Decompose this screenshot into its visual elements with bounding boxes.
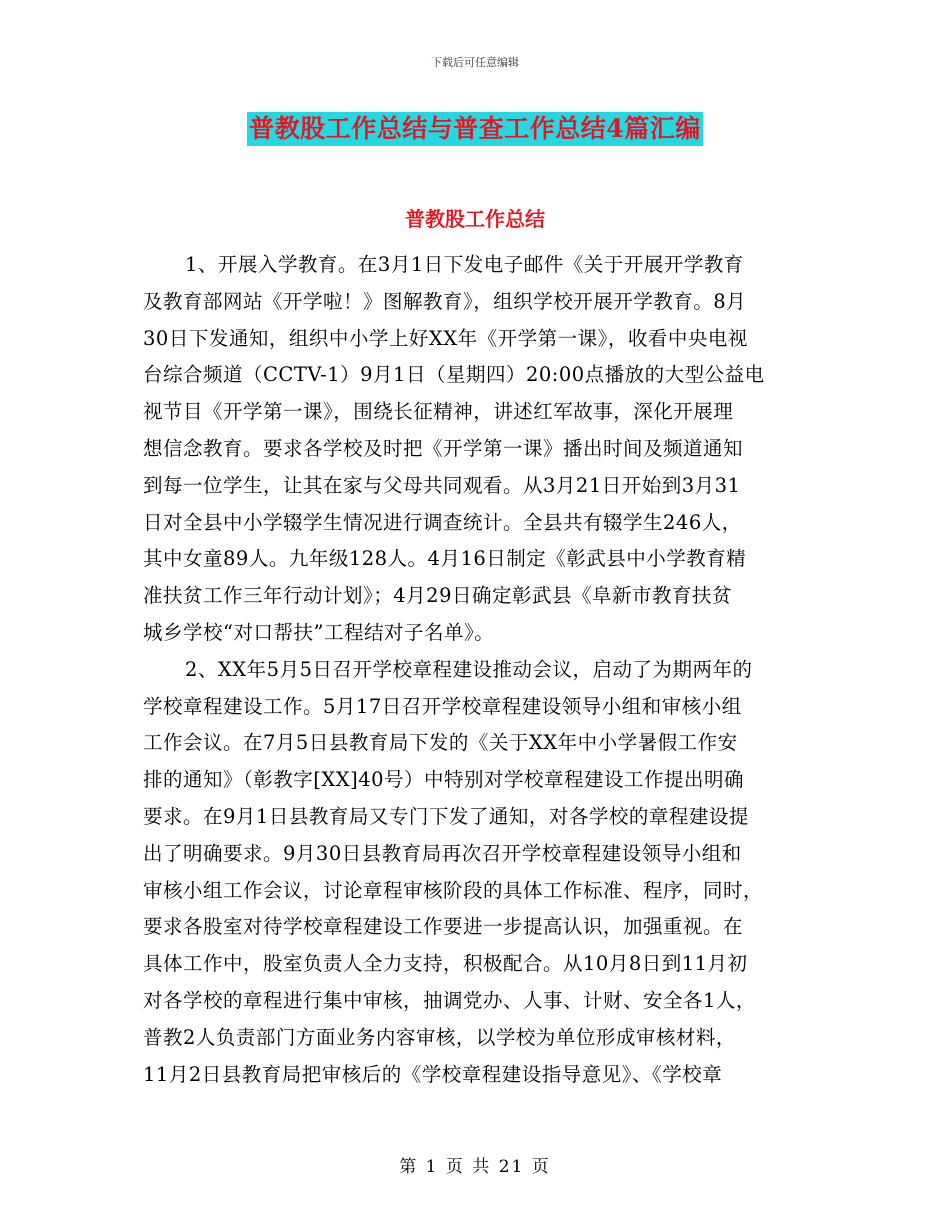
paragraph-line: 城乡学校“对口帮扶”工程结对子名单》。 (143, 620, 495, 644)
paragraph-line: 对各学校的章程进行集中审核，抽调党办、人事、计财、安全各1人， (143, 988, 756, 1012)
paragraph-line: 具体工作中，股室负责人全力支持，积极配合。从10月8日到11月初 (143, 952, 748, 976)
paragraph-line: 要求。在9月1日县教育局又专门下发了通知，对各学校的章程建设提 (143, 804, 749, 828)
document-title: 普教股工作总结与普查工作总结4篇汇编 (247, 112, 702, 146)
paragraph-line: 审核小组工作会议，讨论章程审核阶段的具体工作标准、程序，同时， (143, 878, 764, 902)
paragraph-line: 1、开展入学教育。在3月1日下发电子邮件《关于开展开学教育 (185, 253, 744, 276)
paragraph-line: 工作会议。在7月5日县教育局下发的《关于XX年中小学暑假工作安 (143, 731, 738, 755)
paragraph-line: 准扶贫工作三年行动计划》；4月29日确定彰武县《阜新市教育扶贫 (143, 584, 732, 608)
paragraph-line: 其中女童89人。九年级128人。4月16日制定《彰武县中小学教育精 (143, 547, 747, 571)
paragraph-line: 学校章程建设工作。5月17日召开学校章程建设领导小组和审核小组 (143, 694, 742, 718)
main-title-container (0, 112, 950, 146)
paragraph-line: 想信念教育。要求各学校及时把《开学第一课》播出时间及频道通知 (143, 436, 744, 460)
paragraph-line: 日对全县中小学辍学生情况进行调查统计。全县共有辍学生246人， (143, 510, 742, 534)
paragraph-line: 出了明确要求。9月30日县教育局再次召开学校章程建设领导小组和 (143, 841, 742, 865)
header-note: 下载后可任意编辑 (431, 56, 519, 69)
paragraph-line: 要求各股室对待学校章程建设工作要进一步提高认识，加强重视。在 (143, 915, 744, 939)
paragraph-line: 11月2日县教育局把审核后的《学校章程建设指导意见》、《学校章 (143, 1062, 723, 1086)
paragraph-line: 及教育部网站《开学啦！》图解教育》，组织学校开展开学教育。8月 (143, 289, 747, 313)
paragraph-line: 排的通知》（彰教字[XX]40号）中特别对学校章程建设工作提出明确 (143, 768, 745, 792)
paragraph-line: 普教2人负责部门方面业务内容审核，以学校为单位形成审核材料， (143, 1025, 736, 1049)
paragraph-line: 30日下发通知，组织中小学上好XX年《开学第一课》，收看中央电视 (143, 326, 748, 350)
paragraph-line: 视节目《开学第一课》，围绕长征精神，讲述红军故事，深化开展理 (143, 400, 734, 424)
paragraph-line: 到每一位学生，让其在家与父母共同观看。从3月21日开始到3月31 (143, 473, 741, 497)
page-number-footer: 第 1 页 共 21 页 (399, 1157, 551, 1177)
section-title: 普教股工作总结 (405, 207, 545, 231)
body-text (143, 247, 811, 1093)
paragraph-line: 台综合频道（CCTV-1）9月1日（星期四）20:00点播放的大型公益电 (143, 363, 765, 387)
paragraph-line: 2、XX年5月5日召开学校章程建设推动会议，启动了为期两年的 (185, 657, 753, 681)
